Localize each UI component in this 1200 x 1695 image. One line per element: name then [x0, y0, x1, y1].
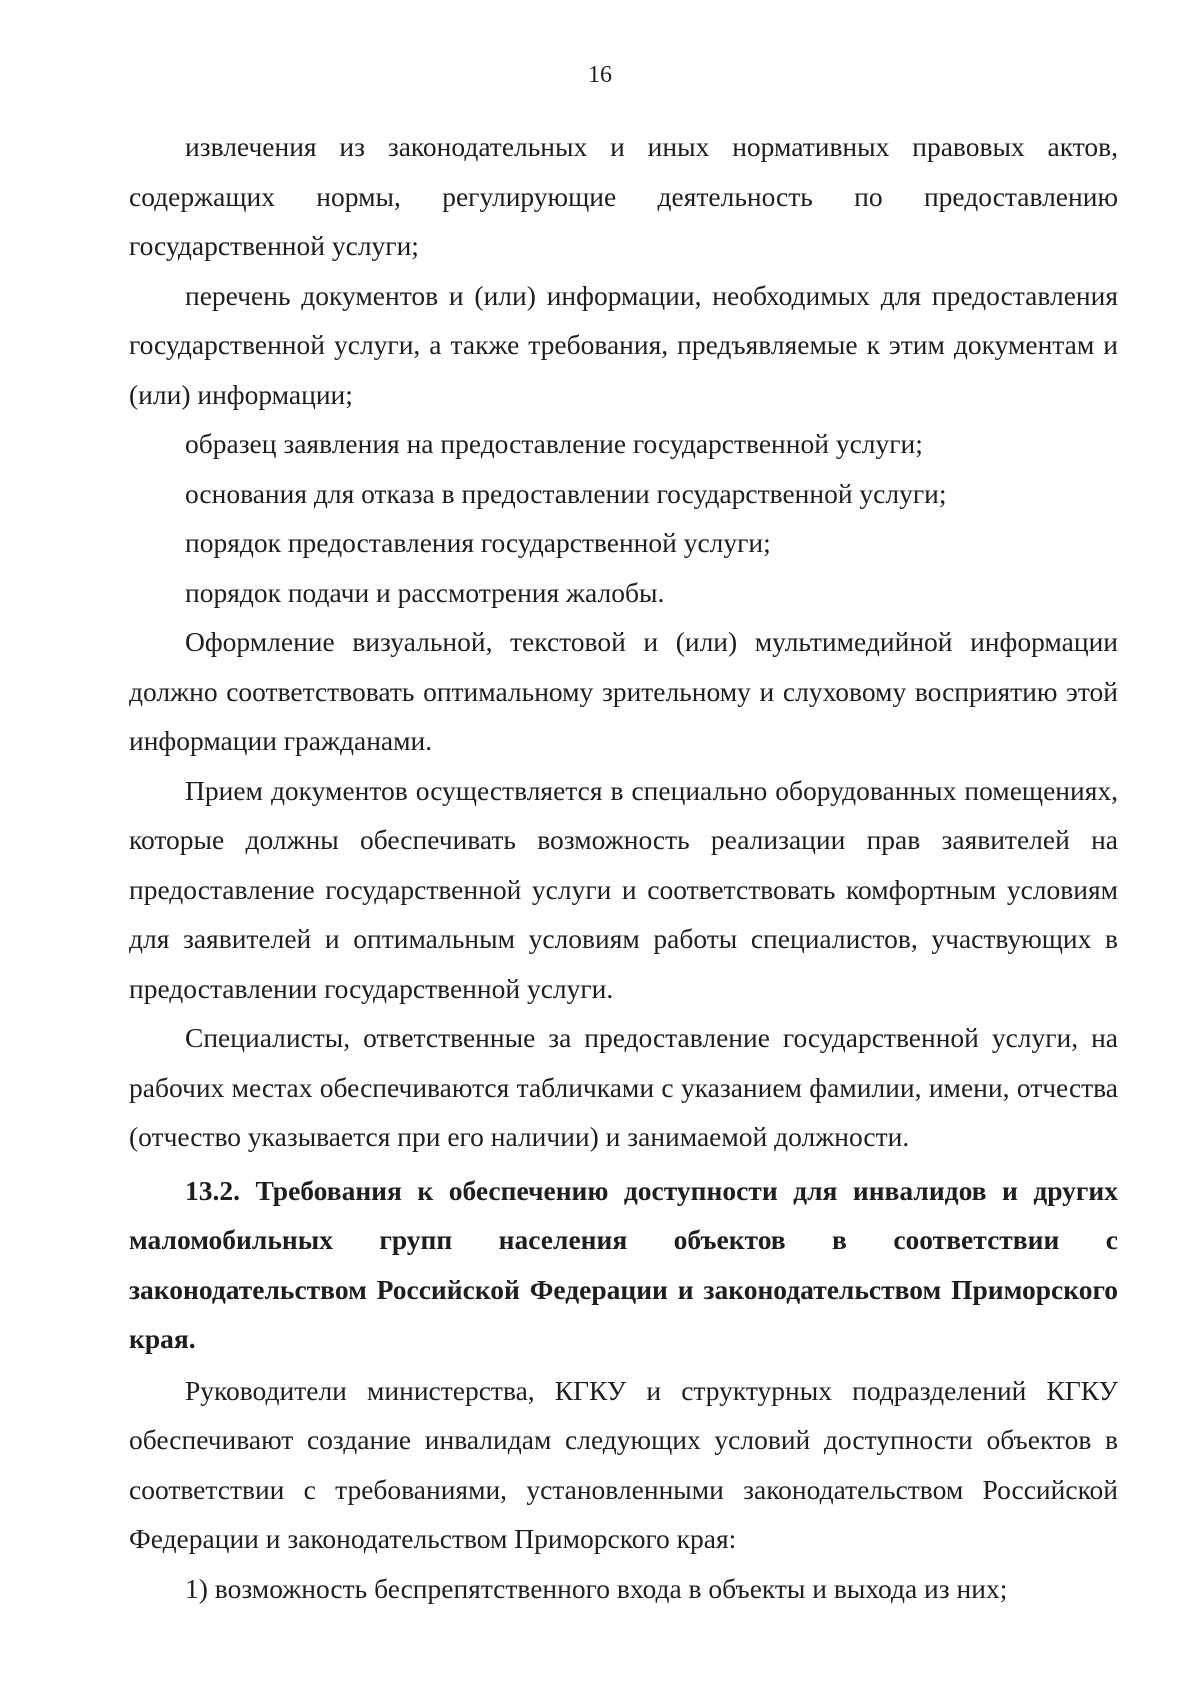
paragraph: Оформление визуальной, текстовой и (или) мультимедийной информации должно соответствовать оптимальному зрительному и слуховому восприятию этой информации гражданами. [129, 626, 1118, 756]
paragraph: Прием документов осуществляется в специально оборудованных помещениях, которые должны обеспечивать возможность реализации прав заявителей на предоставление государственной услуги и соответствовать комфортным условиям для заявителей и оптимальным условиям работы специалистов, участвующих в предоставлении государственной услуги. [129, 774, 1118, 1004]
page-number: 16 [588, 62, 612, 88]
document-body [129, 122, 1118, 1613]
section-heading: 13.2. Требования к обеспечению доступности для инвалидов и других маломобильных групп населения объектов в соответствии с законодательством Российской Федерации и законодательством Приморского края. [129, 1174, 1118, 1354]
paragraph: образец заявления на предоставление государственной услуги; [185, 428, 923, 459]
paragraph: порядок предоставления государственной услуги; [185, 527, 771, 558]
paragraph: Специалисты, ответственные за предоставление государственной услуги, на рабочих местах обеспечиваются табличками с указанием фамилии, имени, отчества (отчество указывается при его наличии) и занимаемой должности. [129, 1022, 1118, 1152]
paragraph: основания для отказа в предоставлении государственной услуги; [185, 477, 947, 509]
paragraph: Руководители министерства, КГКУ и структурных подразделений КГКУ обеспечивают создание инвалидам следующих условий доступности объектов в соответствии с требованиями, установленными законодательством Российской Федерации и законодательством Приморского края: [129, 1374, 1118, 1554]
paragraph: перечень документов и (или) информации, необходимых для предоставления государственной услуги, а также требования, предъявляемые к этим документам и (или) информации; [129, 279, 1118, 410]
list-item: 1) возможность беспрепятственного входа в объекты и выхода из них; [185, 1572, 1008, 1604]
paragraph: извлечения из законодательных и иных нормативных правовых актов, содержащих нормы, регулирующие деятельность по предоставлению государственной услуги; [129, 131, 1118, 261]
paragraph: порядок подачи и рассмотрения жалобы. [185, 576, 665, 608]
